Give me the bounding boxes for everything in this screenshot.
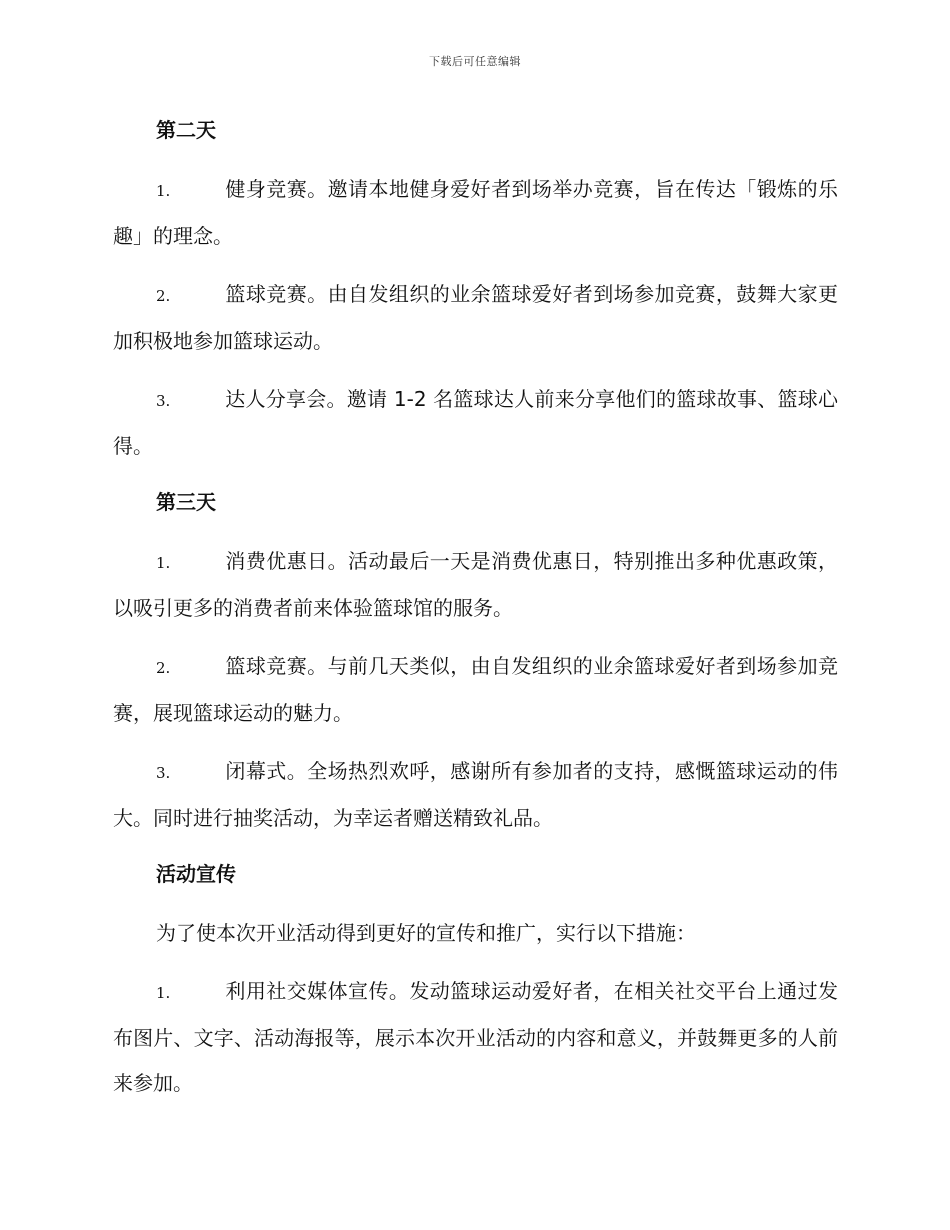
section-heading: 第二天	[156, 118, 216, 142]
section-day-three	[113, 482, 838, 841]
list-item	[113, 167, 838, 259]
list-item-number: 1.	[156, 984, 171, 1002]
list-item-text: 消费优惠日。活动最后一天是消费优惠日，特别推出多种优惠政策，以吸引更多的消费者前来体验篮球馆的服务。	[113, 549, 838, 620]
list-item-text: 达人分享会。邀请 1-2 名篮球达人前来分享他们的篮球故事、篮球心得。	[113, 387, 838, 458]
list-item-text: 利用社交媒体宣传。发动篮球运动爱好者，在相关社交平台上通过发布图片、文字、活动海报等，展示本次开业活动的内容和意义，并鼓舞更多的人前来参加。	[113, 979, 838, 1095]
document-body	[113, 110, 838, 1119]
list-item-text: 健身竞赛。邀请本地健身爱好者到场举办竞赛，旨在传达「锻炼的乐趣」的理念。	[113, 177, 838, 248]
list-item-number: 3.	[156, 764, 171, 782]
list-item-text: 闭幕式。全场热烈欢呼，感谢所有参加者的支持，感慨篮球运动的伟大。同时进行抽奖活动，为幸运者赠送精致礼品。	[113, 759, 838, 830]
list-item-number: 2.	[156, 287, 171, 305]
list-item-number: 2.	[156, 659, 171, 677]
list-item-number: 1.	[156, 182, 171, 200]
list-item-text: 篮球竞赛。与前几天类似，由自发组织的业余篮球爱好者到场参加竞赛，展现篮球运动的魅力。	[113, 654, 838, 725]
section-heading: 第三天	[156, 490, 216, 514]
list-item	[113, 539, 838, 631]
section-intro: 为了使本次开业活动得到更好的宣传和推广，实行以下措施：	[156, 921, 696, 945]
list-item	[113, 644, 838, 736]
section-heading: 活动宣传	[156, 862, 236, 886]
list-item	[113, 749, 838, 841]
page-header: 下载后可任意编辑	[429, 55, 521, 68]
section-promotion	[113, 854, 838, 1106]
list-item-number: 1.	[156, 554, 171, 572]
list-item	[113, 377, 838, 469]
list-item	[113, 272, 838, 364]
list-item	[113, 969, 838, 1106]
list-item-number: 3.	[156, 392, 171, 410]
section-day-two	[113, 110, 838, 469]
list-item-text: 篮球竞赛。由自发组织的业余篮球爱好者到场参加竞赛，鼓舞大家更加积极地参加篮球运动。	[113, 282, 838, 353]
